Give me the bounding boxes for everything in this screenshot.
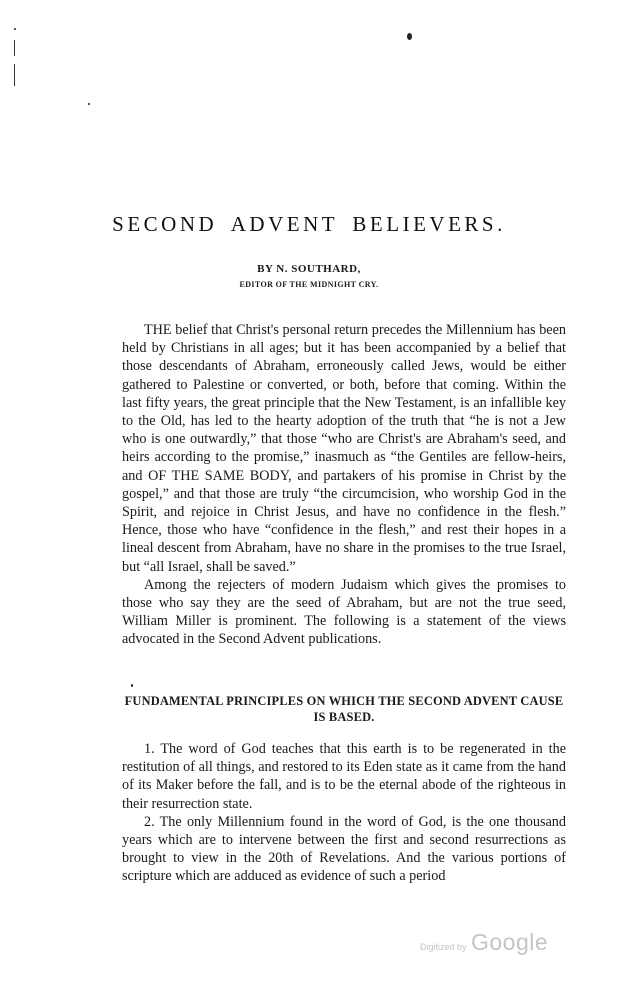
google-logo: Google	[470, 929, 549, 955]
watermark-prefix: Digitized by	[420, 942, 467, 952]
principles-list	[122, 740, 566, 886]
scan-speck	[407, 33, 412, 40]
intro-paragraph: THE belief that Christ's personal return precedes the Millennium has been held by Christians in all ages; but it has been accompanied by a belief that those descendants of Abraham, erroneously called Jews, would be either gathered to Palestine or converted, or both, before that coming. Within the last fifty years, the great principle that the New Testament, is an infallible key to the Old, has led to the hearty adoption of the truth that “he is not a Jew who is one outwardly,” that those “who are Christ's are Abraham's seed, and heirs according to the promise,” inasmuch as “the Gentiles are fellow-heirs, and OF THE SAME BODY, and partakers of his promise in Christ by the gospel,” and that those are truly “the circumcision, who worship God in the Spirit, and rejoice in Christ Jesus, and have no confidence in the flesh.” Hence, those who have “confidence in the flesh,” and rest their hopes in a lineal descent from Abraham, have no share in the promises to the true Israel, but “all Israel, shall be saved.”	[122, 322, 566, 575]
digitization-watermark	[420, 929, 548, 956]
intro-paragraph: Among the rejecters of modern Judaism which gives the promises to those who say they are the seed of Abraham, but are not the true seed, William Miller is prominent. The following is a statement of the views advocated in the Second Advent publications.	[122, 576, 566, 648]
principle-item: 2. The only Millennium found in the word of God, is the one thousand years which are to intervene between the first and second resurrections as brought to view in the 20th of Revelations. And the various portions of scripture which are adduced as evidence of such a period	[122, 813, 566, 885]
scan-margin-mark	[14, 40, 15, 56]
article-title: SECOND ADVENT BELIEVERS.	[112, 212, 506, 236]
scan-margin-mark	[14, 64, 15, 86]
intro-text	[122, 321, 566, 649]
author-byline: BY N. SOUTHARD,	[257, 263, 361, 275]
scan-speck	[131, 684, 133, 687]
section-heading: FUNDAMENTAL PRINCIPLES ON WHICH THE SECOND ADVENT CAUSE IS BASED.	[124, 694, 564, 724]
principle-item: 1. The word of God teaches that this earth is to be regenerated in the restitution of all things, and restored to its Eden state as it came from the hand of its Maker before the fall, and is to be the eternal abode of the righteous in their resurrection state.	[122, 741, 566, 812]
scan-speck	[88, 103, 90, 105]
author-affiliation: EDITOR OF THE MIDNIGHT CRY.	[239, 280, 379, 289]
scan-speck	[14, 28, 16, 30]
